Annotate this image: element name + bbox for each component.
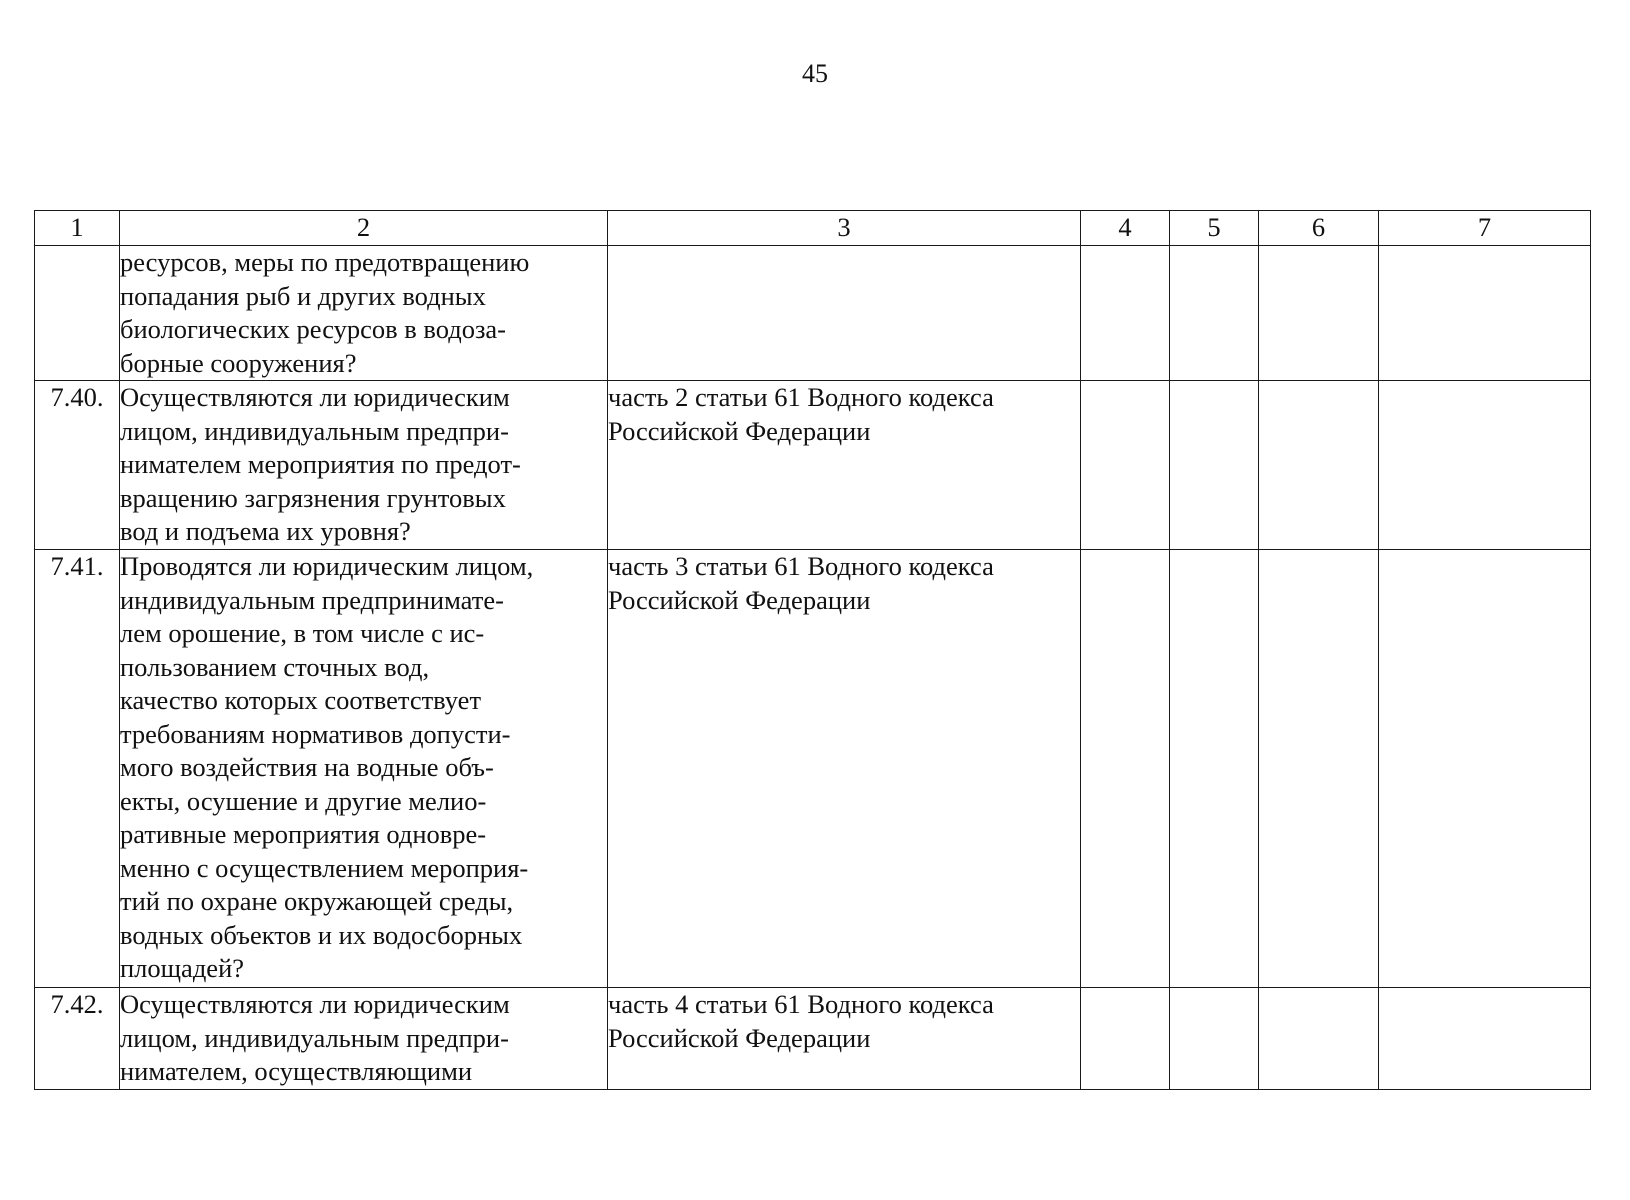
- column-header-5: 5: [1170, 211, 1259, 246]
- legal-basis: часть 2 статьи 61 Водного кодекса Российской Федерации: [608, 381, 1081, 550]
- column-header-4: 4: [1081, 211, 1170, 246]
- question-text: ресурсов, меры по предотвращению попадания рыб и других водных биологических ресурсов в водоза- борные сооружения?: [120, 246, 608, 381]
- item-number: [35, 246, 120, 381]
- column-header-6: 6: [1259, 211, 1379, 246]
- table-row: [35, 246, 1591, 381]
- page-number: 45: [802, 59, 828, 88]
- header-row: [35, 211, 1591, 246]
- column-header-1: 1: [35, 211, 120, 246]
- answer-cell: [1170, 988, 1259, 1090]
- answer-cell: [1170, 550, 1259, 988]
- answer-cell: [1259, 550, 1379, 988]
- legal-basis: часть 3 статьи 61 Водного кодекса Российской Федерации: [608, 550, 1081, 988]
- column-header-3: 3: [608, 211, 1081, 246]
- answer-cell: [1081, 381, 1170, 550]
- item-number: 7.42.: [35, 988, 120, 1090]
- answer-cell: [1259, 988, 1379, 1090]
- table-row: [35, 381, 1591, 550]
- column-header-7: 7: [1379, 211, 1591, 246]
- question-text: Проводятся ли юридическим лицом, индивидуальным предпринимате- лем орошение, в том числе с ис- пользованием сточных вод, качество которых соответствует требованиям нормативов допусти- мого воздействия на водные объ- екты, осушение и другие мелио- ративные мероприятия одновре- менно с осуществлением мероприя- тий по охране окружающей среды, водных объектов и их водосборных площадей?: [120, 550, 608, 988]
- note-cell: [1379, 246, 1591, 381]
- item-number: 7.40.: [35, 381, 120, 550]
- note-cell: [1379, 550, 1591, 988]
- answer-cell: [1081, 988, 1170, 1090]
- answer-cell: [1170, 246, 1259, 381]
- answer-cell: [1259, 381, 1379, 550]
- answer-cell: [1170, 381, 1259, 550]
- question-text: Осуществляются ли юридическим лицом, индивидуальным предпри- нимателем, осуществляющими: [120, 988, 608, 1090]
- legal-basis: часть 4 статьи 61 Водного кодекса Российской Федерации: [608, 988, 1081, 1090]
- table-row: [35, 988, 1591, 1090]
- column-header-2: 2: [120, 211, 608, 246]
- table-row: [35, 550, 1591, 988]
- answer-cell: [1081, 246, 1170, 381]
- checklist-table: [34, 210, 1591, 1090]
- legal-basis: [608, 246, 1081, 381]
- question-text: Осуществляются ли юридическим лицом, индивидуальным предпри- нимателем мероприятия по предот- вращению загрязнения грунтовых вод и подъема их уровня?: [120, 381, 608, 550]
- item-number: 7.41.: [35, 550, 120, 988]
- note-cell: [1379, 381, 1591, 550]
- note-cell: [1379, 988, 1591, 1090]
- answer-cell: [1259, 246, 1379, 381]
- answer-cell: [1081, 550, 1170, 988]
